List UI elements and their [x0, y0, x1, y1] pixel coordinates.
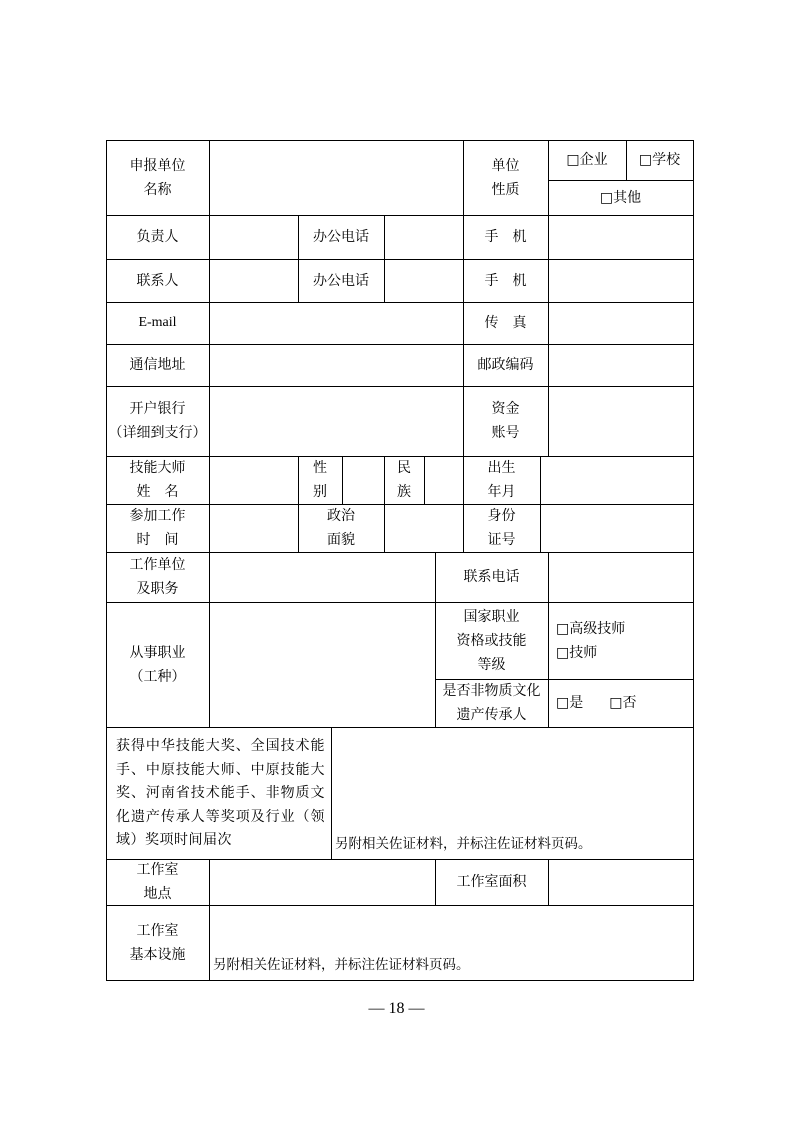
work-start-label: 参加工作 时 间	[129, 508, 186, 548]
contact-office-phone-field[interactable]	[384, 259, 463, 302]
fax-label: 传 真	[484, 315, 527, 331]
grid-line	[106, 504, 694, 505]
unit-name-field[interactable]	[209, 140, 463, 215]
address-field[interactable]	[209, 344, 463, 386]
email-field[interactable]	[209, 302, 463, 344]
grid-line	[106, 215, 694, 216]
grid-line	[342, 456, 343, 504]
qualification-label: 国家职业 资格或技能 等级	[456, 608, 527, 673]
ethnicity-label: 民 族	[397, 460, 411, 500]
postcode-label: 邮政编码	[477, 357, 534, 373]
grid-line	[106, 386, 694, 387]
studio-location-label: 工作室 地点	[136, 862, 179, 902]
contact-field[interactable]	[209, 259, 298, 302]
unit-name-label: 申报单位 名称	[129, 157, 186, 198]
grid-line	[106, 602, 694, 603]
contact-mobile-field[interactable]	[548, 259, 693, 302]
heritage-no-checkbox[interactable]: □否	[609, 695, 637, 711]
birth-label: 出生 年月	[487, 460, 516, 500]
grid-line	[384, 456, 385, 552]
fund-account-label: 资金 账号	[491, 401, 520, 441]
leader-field[interactable]	[209, 215, 298, 259]
leader-office-phone-label: 办公电话	[313, 229, 369, 245]
work-start-field[interactable]	[209, 504, 298, 552]
fax-field[interactable]	[548, 302, 693, 344]
enterprise-checkbox[interactable]: □企业	[566, 152, 608, 168]
gender-label: 性 别	[313, 460, 327, 500]
contact-label: 联系人	[136, 272, 179, 289]
workplace-label: 工作单位 及职务	[129, 557, 186, 597]
grid-line	[106, 140, 694, 141]
heritage-label: 是否非物质文化 遗产传承人	[442, 683, 541, 723]
grid-line	[626, 140, 627, 180]
birth-field[interactable]	[540, 456, 693, 504]
grid-line	[106, 859, 694, 860]
grid-line	[106, 552, 694, 553]
grid-line	[331, 727, 332, 859]
senior-technician-checkbox[interactable]: □高级技师	[556, 620, 626, 637]
heritage-options	[548, 679, 693, 727]
id-field[interactable]	[540, 504, 693, 552]
grid-line	[106, 344, 694, 345]
studio-area-field[interactable]	[548, 859, 693, 905]
grid-line	[548, 859, 549, 905]
page-number: — 18 —	[368, 1000, 425, 1017]
occupation-field[interactable]	[209, 602, 435, 727]
grid-line	[424, 456, 425, 504]
grid-line	[106, 980, 694, 981]
grid-line	[548, 180, 693, 181]
occupation-label: 从事职业 （工种）	[129, 644, 186, 685]
grid-line	[106, 727, 694, 728]
facilities-note: 另附相关佐证材料，并标注佐证材料页码。	[213, 957, 470, 973]
grid-line	[693, 140, 694, 981]
grid-line	[106, 456, 694, 457]
grid-line	[435, 552, 436, 727]
political-field[interactable]	[384, 504, 463, 552]
master-name-field[interactable]	[209, 456, 298, 504]
facilities-field[interactable]	[209, 905, 693, 980]
grid-line	[106, 302, 694, 303]
grid-line	[435, 679, 693, 680]
ethnicity-field[interactable]	[424, 456, 463, 504]
studio-location-field[interactable]	[209, 859, 435, 905]
grid-line	[548, 552, 549, 727]
bank-field[interactable]	[209, 386, 463, 456]
grid-line	[384, 215, 385, 302]
master-name-label: 技能大师 姓 名	[129, 460, 186, 500]
qualification-options	[548, 602, 693, 679]
contact-phone-field[interactable]	[548, 552, 693, 602]
leader-label: 负责人	[136, 229, 179, 245]
grid-line	[209, 140, 210, 727]
address-label: 通信地址	[129, 357, 186, 373]
leader-mobile-field[interactable]	[548, 215, 693, 259]
awards-field[interactable]	[331, 727, 693, 859]
leader-mobile-label: 手 机	[484, 229, 527, 245]
bank-label: 开户银行 （详细到支行）	[108, 401, 207, 441]
heritage-yes-checkbox[interactable]: □是	[556, 695, 584, 711]
grid-line	[209, 859, 210, 980]
fund-account-field[interactable]	[548, 386, 693, 456]
other-checkbox[interactable]: □其他	[599, 189, 642, 206]
id-label: 身份 证号	[487, 508, 516, 548]
technician-checkbox[interactable]: □技师	[556, 644, 598, 661]
school-checkbox[interactable]: □学校	[638, 152, 681, 168]
contact-mobile-label: 手 机	[484, 272, 527, 289]
postcode-field[interactable]	[548, 344, 693, 386]
facilities-label: 工作室 基本设施	[129, 922, 186, 963]
contact-office-phone-label: 办公电话	[313, 272, 369, 289]
grid-line	[435, 859, 436, 905]
grid-line	[463, 140, 464, 552]
unit-nature-label: 单位 性质	[491, 157, 520, 198]
grid-line	[298, 456, 299, 552]
grid-line	[540, 456, 541, 552]
political-label: 政治 面貌	[327, 508, 355, 548]
grid-line	[106, 259, 694, 260]
gender-field[interactable]	[342, 456, 384, 504]
leader-office-phone-field[interactable]	[384, 215, 463, 259]
grid-line	[548, 140, 549, 456]
awards-note: 另附相关佐证材料，并标注佐证材料页码。	[335, 836, 592, 852]
workplace-field[interactable]	[209, 552, 435, 602]
grid-line	[298, 215, 299, 302]
email-label: E-mail	[138, 315, 177, 330]
grid-line	[106, 140, 107, 981]
contact-phone-label: 联系电话	[463, 569, 520, 585]
studio-area-label: 工作室面积	[456, 874, 527, 890]
grid-line	[106, 905, 694, 906]
awards-label: 获得中华技能大奖、全国技术能手、中原技能大师、中原技能大奖、河南省技术能手、非物质文化遗产传承人等奖项及行业（领域）奖项时间届次	[116, 738, 325, 848]
